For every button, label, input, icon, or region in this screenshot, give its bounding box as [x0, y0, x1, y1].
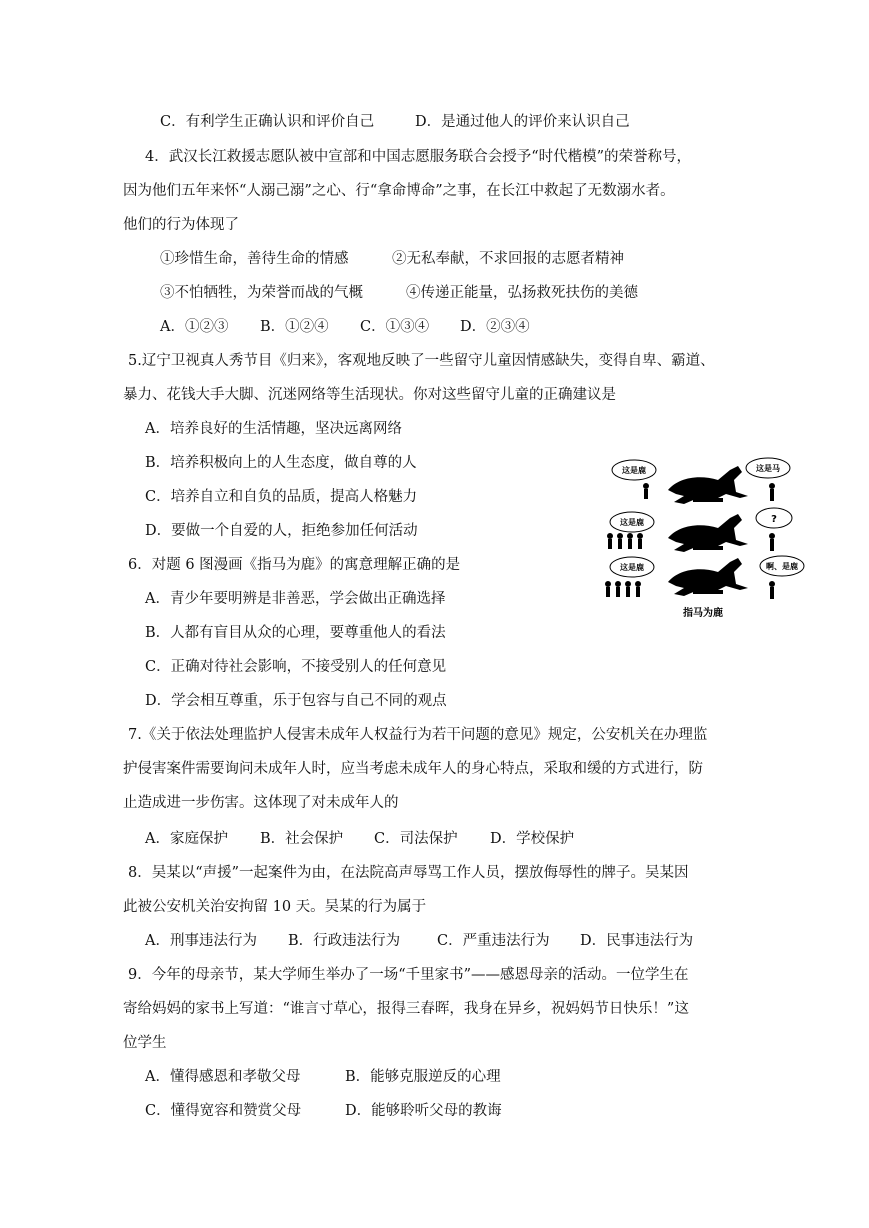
q5-option-d: D．要做一个自爱的人，拒绝参加任何活动 — [145, 523, 418, 539]
q4-option-d: D．②③④ — [460, 319, 530, 335]
q9-option-b: B．能够克服逆反的心理 — [345, 1069, 501, 1085]
q9-option-d: D．能够聆听父母的教诲 — [345, 1103, 502, 1119]
q5-stem-line1: 5.辽宁卫视真人秀节目《归来》，客观地反映了一些留守儿童因情感缺失，变得自卑、霸道、 — [128, 353, 715, 369]
q4-option-c: C．①③④ — [360, 319, 430, 335]
q6-option-d: D．学会相互尊重，乐于包容与自己不同的观点 — [145, 693, 447, 709]
cartoon-figure — [598, 452, 808, 624]
q8-option-a: A．刑事违法行为 — [145, 933, 257, 949]
bubble-right-2-text: ? — [771, 514, 777, 525]
q7-option-b: B．社会保护 — [260, 831, 344, 847]
q3-option-d: D．是通过他人的评价来认识自己 — [415, 114, 630, 130]
q5-option-b: B．培养积极向上的人生态度，做自尊的人 — [145, 455, 417, 471]
bubble-left-2-text: 这是鹿 — [620, 518, 644, 527]
bubble-right-3-text: 啊、是鹿 — [766, 562, 798, 571]
q8-option-c: C．严重违法行为 — [437, 933, 550, 949]
q6-stem: 6．对题 6 图漫画《指马为鹿》的寓意理解正确的是 — [128, 557, 461, 573]
q9-stem-line3: 位学生 — [123, 1035, 167, 1051]
horse-silhouette-1 — [668, 466, 748, 504]
q4-option-a: A．①②③ — [160, 319, 229, 335]
people-left — [605, 483, 649, 597]
q5-stem-line2: 暴力、花钱大手大脚、沉迷网络等生活现状。你对这些留守儿童的正确建议是 — [123, 387, 616, 403]
bubble-left-1-text: 这是鹿 — [622, 466, 646, 475]
q8-stem-line1: 8．吴某以“声援”一起案件为由，在法院高声辱骂工作人员，摆放侮辱性的牌子。吴某因 — [128, 865, 689, 881]
q4-item-2: ②无私奉献，不求回报的志愿者精神 — [392, 251, 624, 267]
q3-option-c: C．有利学生正确认识和评价自己 — [160, 114, 375, 130]
q7-option-d: D．学校保护 — [490, 831, 575, 847]
q9-stem-line1: 9．今年的母亲节，某大学师生举办了一场“千里家书”——感恩母亲的活动。一位学生在 — [128, 967, 689, 983]
bubble-right-1-text: 这是马 — [756, 464, 780, 473]
person-right — [769, 483, 775, 599]
horse-silhouette-3 — [668, 558, 748, 596]
q6-option-b: B．人都有盲目从众的心理，要尊重他人的看法 — [145, 625, 446, 641]
q5-option-c: C．培养自立和自负的品质，提高人格魅力 — [145, 489, 418, 505]
q8-option-d: D．民事违法行为 — [580, 933, 694, 949]
q9-option-a: A．懂得感恩和孝敬父母 — [145, 1069, 301, 1085]
q5-option-a: A．培养良好的生活情趣，坚决远离网络 — [145, 421, 402, 437]
q7-stem-line2: 护侵害案件需要询问未成年人时，应当考虑未成年人的身心特点，采取和缓的方式进行，防 — [123, 761, 703, 777]
q6-option-c: C．正确对待社会影响，不接受别人的任何意见 — [145, 659, 447, 675]
q8-stem-line2: 此被公安机关治安拘留 10 天。吴某的行为属于 — [123, 899, 427, 915]
q4-stem-line3: 他们的行为体现了 — [123, 217, 239, 233]
q4-stem-line1: 4．武汉长江救援志愿队被中宣部和中国志愿服务联合会授予“时代楷模”的荣誉称号， — [145, 149, 692, 165]
q9-stem-line2: 寄给妈妈的家书上写道：“谁言寸草心，报得三春晖，我身在异乡，祝妈妈节日快乐！”这 — [123, 1001, 689, 1017]
q7-option-c: C．司法保护 — [374, 831, 458, 847]
q4-item-3: ③不怕牺牲，为荣誉而战的气概 — [160, 285, 363, 301]
q4-item-4: ④传递正能量，弘扬救死扶伤的美德 — [406, 285, 638, 301]
q4-item-1: ①珍惜生命，善待生命的情感 — [160, 251, 349, 267]
q4-option-b: B．①②④ — [260, 319, 329, 335]
q6-option-a: A．青少年要明辨是非善恶，学会做出正确选择 — [145, 591, 446, 607]
q4-stem-line2: 因为他们五年来怀“人溺己溺”之心、行“拿命博命”之事，在长江中救起了无数溺水者。 — [123, 183, 675, 199]
q9-option-c: C．懂得宽容和赞赏父母 — [145, 1103, 302, 1119]
q7-stem-line3: 止造成进一步伤害。这体现了对未成年人的 — [123, 795, 399, 811]
q7-stem-line1: 7.《关于依法处理监护人侵害未成年人权益行为若干问题的意见》规定，公安机关在办理监 — [128, 727, 708, 743]
bubble-left-3-text: 这是鹿 — [620, 563, 644, 572]
cartoon-caption: 指马为鹿 — [683, 608, 723, 619]
q7-option-a: A．家庭保护 — [145, 831, 228, 847]
horse-silhouette-2 — [668, 514, 748, 552]
q8-option-b: B．行政违法行为 — [288, 933, 401, 949]
